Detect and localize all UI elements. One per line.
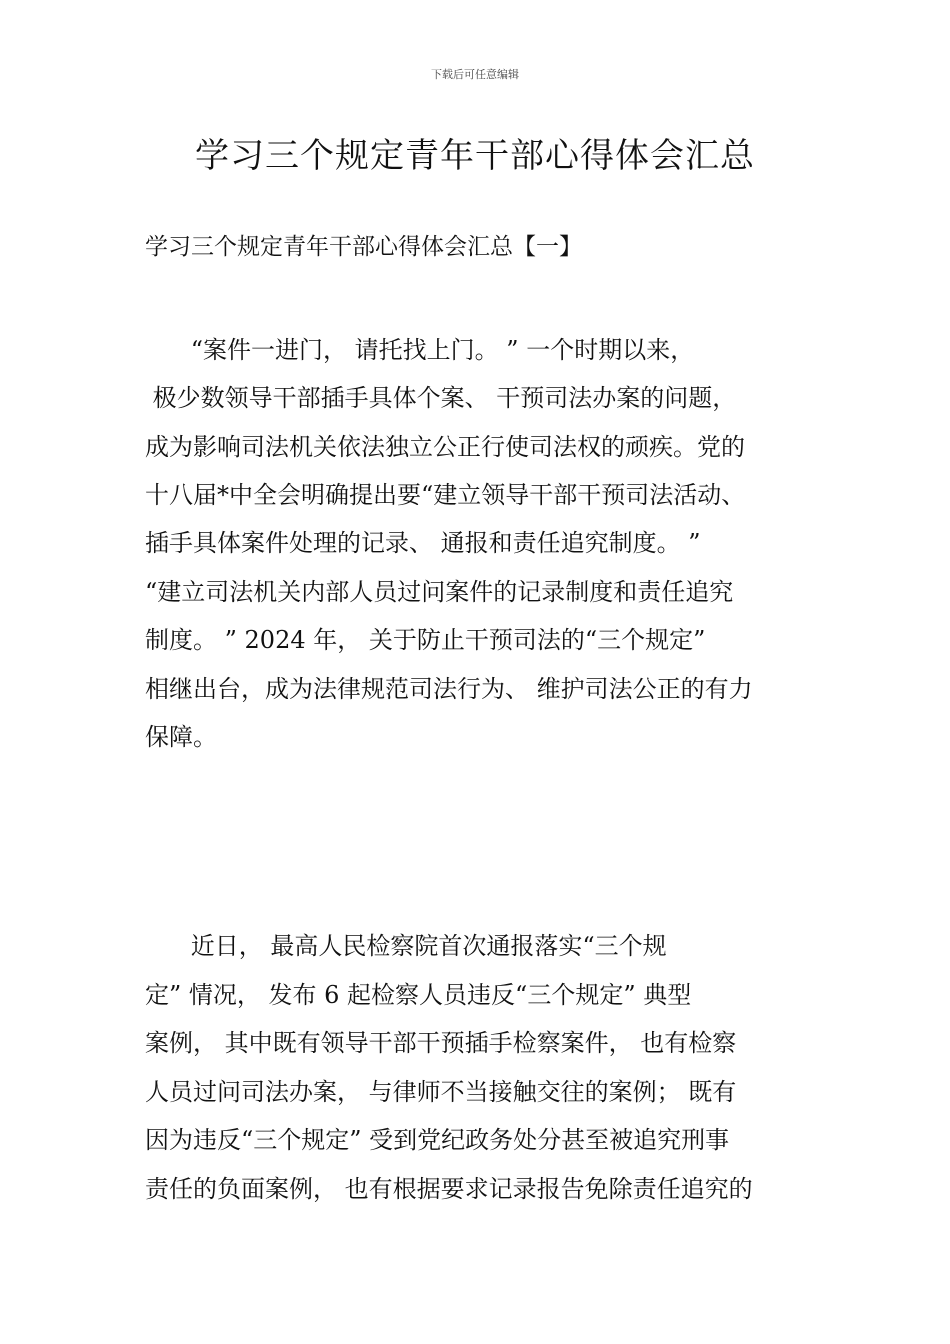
- paragraph-line: 人员过问司法办案， 与律师不当接触交往的案例； 既有: [145, 1078, 737, 1106]
- paragraph-line: 十八届*中全会明确提出要“建立领导干部干预司法活动、: [145, 481, 746, 509]
- paragraph-line: 定” 情况， 发布 6 起检察人员违反“三个规定” 典型: [145, 981, 692, 1009]
- paragraph-line: “案件一进门， 请托找上门。 ” 一个时期以来，: [145, 336, 695, 364]
- paragraph-line: 成为影响司法机关依法独立公正行使司法权的顽疾。党的: [145, 433, 745, 461]
- paragraph-line: “建立司法机关内部人员过问案件的记录制度和责任追究: [145, 578, 734, 606]
- paragraph-line: 因为违反“三个规定” 受到党纪政务处分甚至被追究刑事: [145, 1126, 730, 1154]
- paragraph-line: 保障。: [145, 723, 217, 751]
- header-note: 下载后可任意编辑: [431, 68, 519, 81]
- section-heading: 学习三个规定青年干部心得体会汇总【一】: [145, 234, 582, 260]
- paragraph-line: 相继出台，成为法律规范司法行为、 维护司法公正的有力: [145, 675, 753, 703]
- paragraph-line: 极少数领导干部插手具体个案、 干预司法办案的问题，: [145, 384, 737, 412]
- paragraph-line: 责任的负面案例， 也有根据要求记录报告免除责任追究的: [145, 1175, 753, 1203]
- paragraph-line: 案例， 其中既有领导干部干预插手检察案件， 也有检察: [145, 1029, 737, 1057]
- paragraph-line: 制度。 ” 2024 年， 关于防止干预司法的“三个规定”: [145, 626, 706, 654]
- document-title: 学习三个规定青年干部心得体会汇总: [195, 136, 755, 176]
- paragraph-line: 插手具体案件处理的记录、 通报和责任追究制度。 ”: [145, 529, 701, 557]
- paragraph-line: 近日， 最高人民检察院首次通报落实“三个规: [145, 932, 667, 960]
